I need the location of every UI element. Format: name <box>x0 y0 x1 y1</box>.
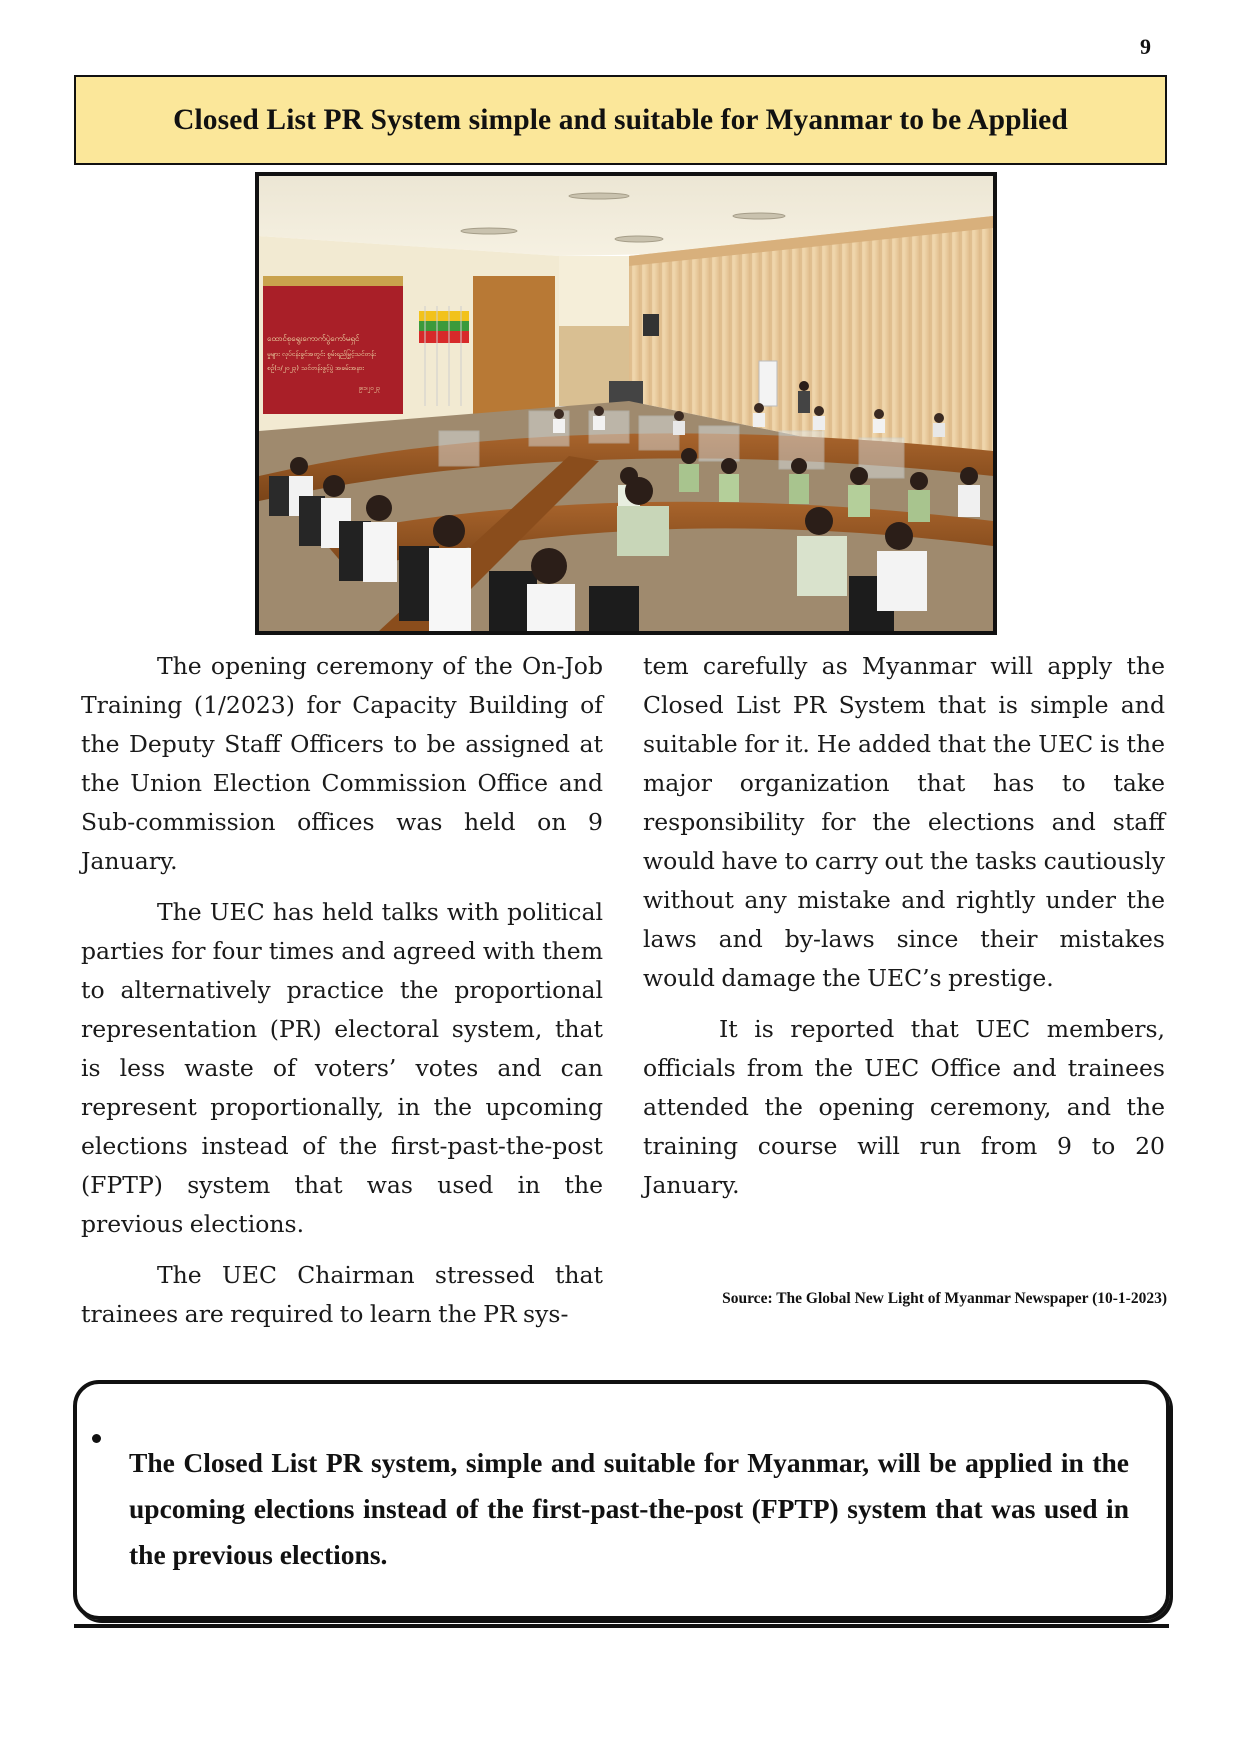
paragraph-4: It is reported that UEC members, officials from the UEC Office and trainees attended the opening ceremony, and the training course will run from 9 to 20 January. <box>643 1015 1165 1199</box>
paragraph-3-start: The UEC Chairman stressed that trainees are required to learn the PR sys- <box>81 1261 603 1328</box>
bullet-icon <box>92 1434 101 1443</box>
banner-text-2: မှုများ လုပ်ငန်းခွင်အတွင်း စွမ်းရည်မြှင့်သင်တန်း <box>267 350 376 358</box>
article-photo <box>255 172 997 635</box>
paragraph-1: The opening ceremony of the On-Job Training (1/2023) for Capacity Building of the Deputy Staff Officers to be assigned at the Union Election Commission Office and Sub-commission offices was held on 9 January. <box>81 652 603 875</box>
article-title-box <box>74 75 1167 165</box>
left-column <box>81 647 603 1346</box>
summary-box <box>73 1380 1170 1620</box>
banner-text-3: စဉ်(၁/၂၀၂၃) သင်တန်းဖွင့်ပွဲ အခမ်းအနား <box>267 364 364 372</box>
summary-point: The Closed List PR system, simple and suitable for Myanmar, will be applied in the upcoming elections instead of the first-past-the-post (FPTP) system that was used in the previous elections. <box>129 1447 1129 1570</box>
right-column <box>643 647 1165 1217</box>
meeting-room-photo <box>259 176 993 631</box>
banner-text-1: ထောင်စုရွေးကောက်ပွဲကော်မရှင် <box>267 334 360 343</box>
article-title: Closed List PR System simple and suitable for Myanmar to be Applied <box>173 103 1068 136</box>
bottom-rule <box>74 1624 1169 1628</box>
paragraph-2: The UEC has held talks with political parties for four times and agreed with them to alternatively practice the proportional representation (PR) electoral system, that is less waste of voters’ votes and can represent proportionally, in the upcoming elections instead of the first-past-the-post (FPTP) system that was used in the previous elections. <box>81 898 603 1238</box>
source-citation: Source: The Global New Light of Myanmar Newspaper (10-1-2023) <box>722 1290 1167 1307</box>
paragraph-3-continued: tem carefully as Myanmar will apply the Closed List PR System that is simple and suitable for it. He added that the UEC is the major organization that has to take responsibility for the elections and staff would have to carry out the tasks cautiously without any mistake and rightly under the laws and by-laws since their mistakes would damage the UEC’s prestige. <box>643 652 1165 992</box>
banner-date: ၉၊၁၊၂၀၂၃ <box>359 385 381 392</box>
page-number: 9 <box>1140 34 1151 59</box>
